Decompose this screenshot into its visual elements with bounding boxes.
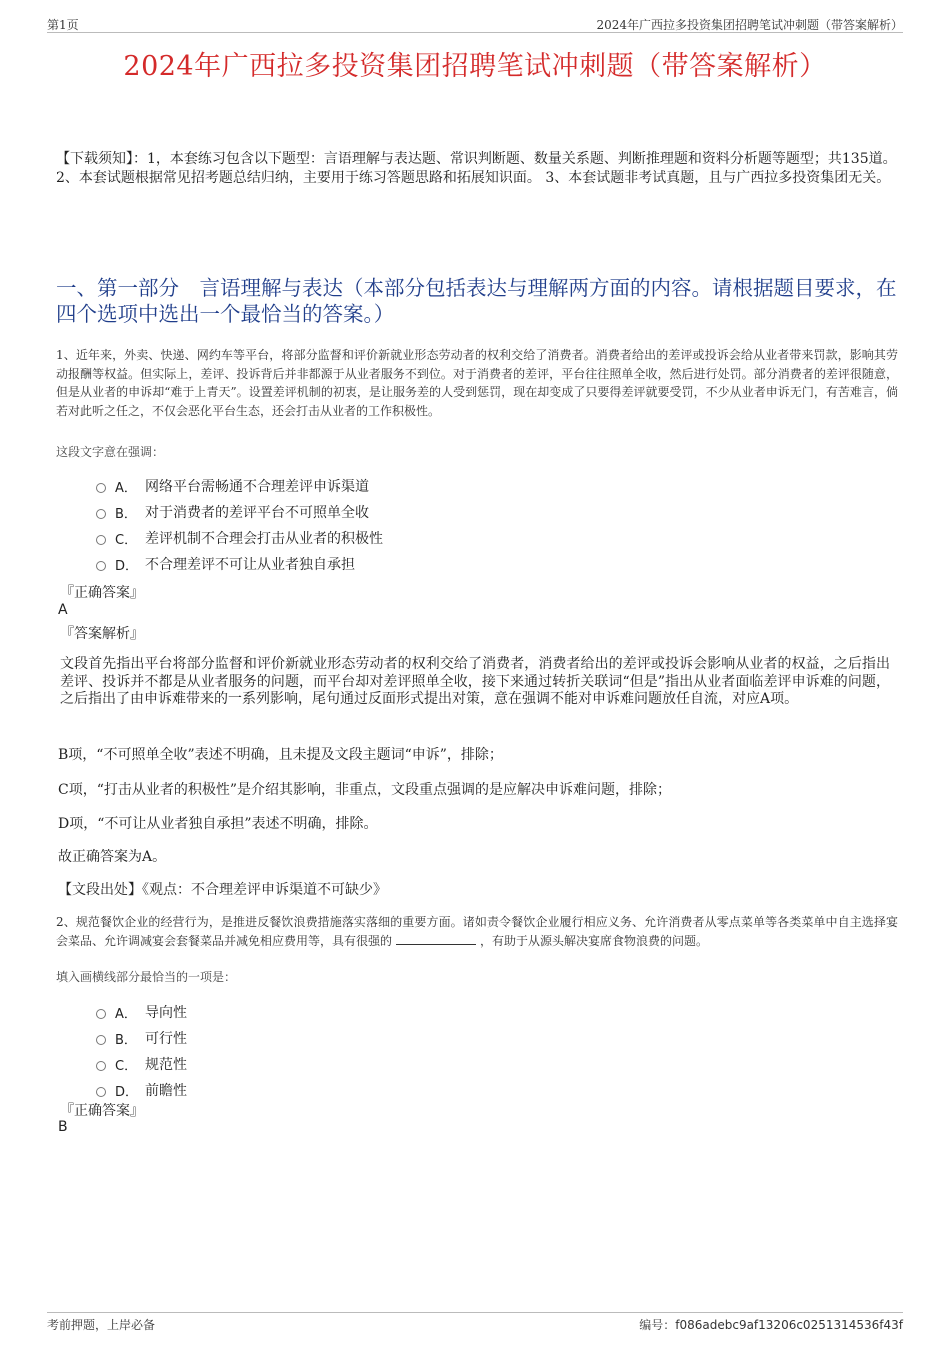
page-number: 第1页	[47, 18, 79, 32]
radio-icon[interactable]	[96, 483, 106, 493]
q1-analysis: 文段首先指出平台将部分监督和评价新就业形态劳动者的权利交给了消费者，消费者给出的差评或投诉会影响从业者的权益，之后指出差评、投诉并不都是从业者服务的问题，而平台却对差评照单全收，接下来通过转折关联词“但是”指出从业者面临差评申诉难的问题，之后指出了由申诉难带来的一系列影响，尾句通过反面形式提出对策，意在强调不能对申诉难问题放任自流，对应A项。	[60, 656, 890, 707]
q1-analysis-b: B项，“不可照单全收”表述不明确，且未提及文段主题词“申诉”，排除；	[58, 747, 503, 763]
question-2-text: 2、规范餐饮企业的经营行为，是推进反餐饮浪费措施落实落细的重要方面。诸如责令餐饮企业履行相应义务、允许消费者从零点菜单等各类菜单中自主选择宴会菜品、允许调减宴会套餐菜品并减免相应费用等，具有很强的 ，有助于从源头解决宴席食物浪费的问题。	[56, 915, 898, 948]
q1-source: 【文段出处】《观点：不合理差评申诉渠道不可缺少》	[58, 882, 387, 898]
q1-conclusion: 故正确答案为A。	[58, 849, 167, 865]
footer-doc-id: 编号：f086adebc9af13206c0251314536f43f	[639, 1318, 903, 1332]
page-footer	[47, 1312, 903, 1333]
header-doc-title: 2024年广西拉多投资集团招聘笔试冲刺题（带答案解析）	[596, 18, 903, 32]
q2-answer-label: 『正确答案』	[60, 1103, 144, 1119]
question-2-prompt: 填入画横线部分最恰当的一项是：	[56, 970, 237, 984]
radio-icon[interactable]	[96, 1061, 106, 1071]
q1-analysis-d: D项，“不可让从业者独自承担”表述不明确，排除。	[58, 816, 378, 832]
q2-option-c[interactable]: C． 规范性	[96, 1051, 187, 1077]
footer-slogan: 考前押题，上岸必备	[47, 1318, 156, 1332]
radio-icon[interactable]	[96, 1087, 106, 1097]
question-1-prompt: 这段文字意在强调：	[56, 445, 165, 459]
q2-option-a[interactable]: A． 导向性	[96, 999, 187, 1025]
q1-option-d[interactable]: D． 不合理差评不可让从业者独自承担	[96, 551, 383, 577]
download-notice: 【下载须知】：1，本套练习包含以下题型：言语理解与表达题、常识判断题、数量关系题、判断推理题和资料分析题等题型；共135道。 2、本套试题根据常见招考题总结归纳，主要用于练习答题思路和拓展知识面。 3、本套试题非考试真题，且与广西拉多投资集团无关。	[56, 151, 897, 186]
q2-option-b[interactable]: B． 可行性	[96, 1025, 187, 1051]
page-header	[47, 16, 903, 33]
document-title: 2024年广西拉多投资集团招聘笔试冲刺题（带答案解析）	[123, 51, 827, 82]
radio-icon[interactable]	[96, 509, 106, 519]
radio-icon[interactable]	[96, 561, 106, 571]
q2-answer: B	[58, 1119, 68, 1135]
q1-analysis-c: C项，“打击从业者的积极性”是介绍其影响，非重点，文段重点强调的是应解决申诉难问题，排除；	[58, 782, 672, 798]
question-1-options	[96, 473, 383, 577]
fill-blank	[396, 934, 476, 945]
q1-answer-label: 『正确答案』	[60, 585, 144, 601]
radio-icon[interactable]	[96, 1009, 106, 1019]
q1-analysis-label: 『答案解析』	[60, 626, 144, 642]
q1-option-a[interactable]: A． 网络平台需畅通不合理差评申诉渠道	[96, 473, 383, 499]
section-title: 一、第一部分 言语理解与表达（本部分包括表达与理解两方面的内容。请根据题目要求，在四个选项中选出一个最恰当的答案。）	[56, 276, 897, 326]
q2-option-d[interactable]: D． 前瞻性	[96, 1077, 187, 1103]
q1-option-c[interactable]: C． 差评机制不合理会打击从业者的积极性	[96, 525, 383, 551]
question-2-options	[96, 999, 187, 1103]
question-1-text: 1、近年来，外卖、快递、网约车等平台，将部分监督和评价新就业形态劳动者的权利交给了消费者。消费者给出的差评或投诉会给从业者带来罚款，影响其劳动报酬等权益。但实际上，差评、投诉背后并非都源于从业者服务不到位。对于消费者的差评，平台往往照单全收，然后进行处罚。部分消费者的差评很随意，但是从业者的申诉却“难于上青天”。设置差评机制的初衷，是让服务差的人受到惩罚，现在却变成了只要得差评就要受罚，不少从业者申诉无门，有苦难言，倘若对此听之任之，不仅会恶化平台生态，还会打击从业者的工作积极性。	[56, 348, 898, 418]
radio-icon[interactable]	[96, 1035, 106, 1045]
q1-option-b[interactable]: B． 对于消费者的差评平台不可照单全收	[96, 499, 383, 525]
q1-answer: A	[58, 602, 68, 618]
radio-icon[interactable]	[96, 535, 106, 545]
